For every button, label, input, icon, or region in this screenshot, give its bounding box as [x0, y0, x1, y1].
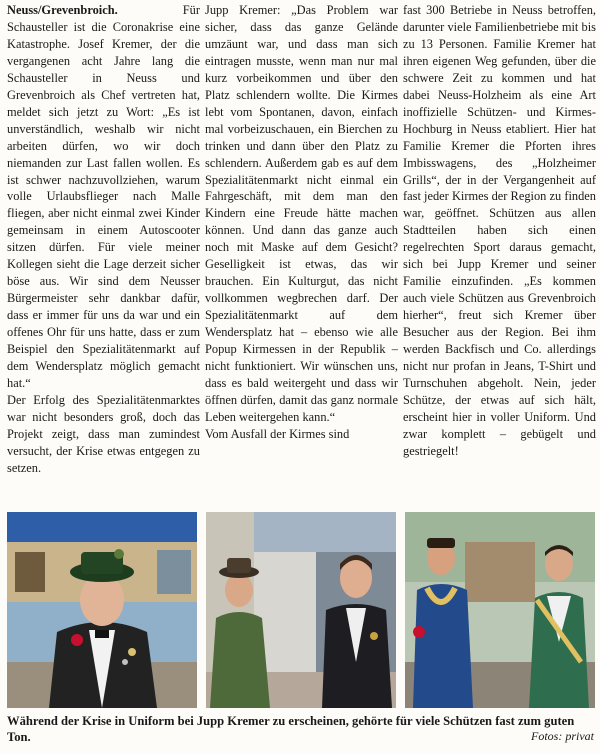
- dateline: Neuss/Grevenbroich.: [7, 3, 118, 17]
- paragraph-5: fast 300 Betriebe in Neuss betroffen, darunter viele Familienbetriebe mit bis zu 13 Personen. Familie Kremer hat ihren eigenen Weg gefunden, über die schwere Zeit zu kommen und hat dabei Neuss-Holzheim als eine Art inoffizielle Schützen- und Kirmes-Hochburg in Neuss etabliert. Hier hat Familie Kremer die Pforten ihres Imbisswagens, des „Holzheimer Grills“, der in der Vergangenheit auf fast jeder Kirmes der Region zu finden war, geöffnet. Schützen aus allen Stadtteilen haben sich einen regelrechten Sport daraus gemacht, sich bei Jupp Kremer und seiner Familie einzufinden. „Es kommen auch viele Schützen aus Grevenbroich hierher“, freut sich Kremer über Besucher aus der Region. Bei ihm werden Backfisch und Co. allerdings nicht nur profan in Jeans, T-Shirt und Turnschuhen abgeholt. Nein, jeder Schütze, der etwas auf sich hält, erscheint hier in voller Uniform. Und zwar komplett – gebügelt und gestriegelt!: [403, 3, 596, 458]
- paragraph-1-text: Für Schausteller ist die Coronakrise eine Katastrophe. Josef Kremer, der die vergangenen acht Jahre lang die Schausteller in Neuss und Grevenbroich als Chef vertreten hat, meldet sich jetzt zu Wort: „Es ist unverständlich, weshalb wir nicht arbeiten dürfen, wo wir doch niemanden zur Last fallen wollen. Es ist schwer nachzuvollziehen, warum volle Urlaubsflieger nach Malle fliegen, aber nicht einmal zwei Kinder gemeinsam in einem Autoscooter sitzen dürfen. Für viele meiner Kollegen sieht die Lage derzeit sicher böse aus. Wir sind dem Neusser Bürgermeister sehr dankbar dafür, dass er immer für uns da war und ein offenes Ohr für uns hatte, dass er zum Beispiel den Spezialitätenmarkt auf dem Wendersplatz möglich gemacht hat.“: [7, 3, 200, 390]
- article-column-3: [403, 2, 596, 498]
- photo-strip: [7, 512, 595, 708]
- paragraph-1: [7, 2, 200, 392]
- paragraph-3: Jupp Kremer: „Das Problem war sicher, dass das ganze Gelände umzäunt war, und dass man sich eintragen musste, wenn man nur mal kurz vorbeikommen und über den Platz schlendern wollte. Die Kirmes lebt vom Spontanen, davon, einfach mal vorbeizuschauen, ein Bierchen zu trinken und dann über den Platz zu schlendern. Außerdem gab es auf dem Spezialitätenmarkt nicht einmal ein Fahrgeschäft, mit dem man den Kindern eine Freude hätte machen können. Und dann das ganze auch noch mit Maske auf dem Gesicht? Geselligkeit ist etwas, das wir brauchen. Ein Kulturgut, das nicht vollkommen wegbrechen darf. Der Spezialitätenmarkt auf dem Wendersplatz hat – ebenso wie alle Popup Kirmessen in der Republik – nicht funktioniert. Wir wünschen uns, dass es bald weitergeht und dass wir öffnen dürfen, damit das ganz normale Leben weitergehen kann.“: [205, 3, 398, 424]
- photo-schuetze-1: [7, 512, 197, 708]
- photo-caption: [7, 713, 595, 745]
- article-column-1: [7, 2, 200, 498]
- photo-credit: Fotos: privat: [531, 729, 594, 743]
- photo-schuetzen-3: [405, 512, 595, 708]
- photo-1-image: [7, 512, 197, 708]
- photo-2-image: [206, 512, 396, 708]
- photo-3-image: [405, 512, 595, 708]
- paragraph-4: Vom Ausfall der Kirmes sind: [205, 426, 350, 441]
- caption-text: Während der Krise in Uniform bei Jupp Kremer zu erscheinen, gehörte für viele Schützen fast zum guten Ton.: [7, 714, 575, 744]
- photo-schuetzen-2: [206, 512, 396, 708]
- article-body: [7, 2, 595, 498]
- paragraph-2: Der Erfolg des Spezialitätenmarktes war nicht besonders groß, doch das Projekt zeigt, dass man zumindest versucht, der Krise etwas entgegen zu setzen.: [7, 392, 200, 475]
- article-column-2: [205, 2, 398, 498]
